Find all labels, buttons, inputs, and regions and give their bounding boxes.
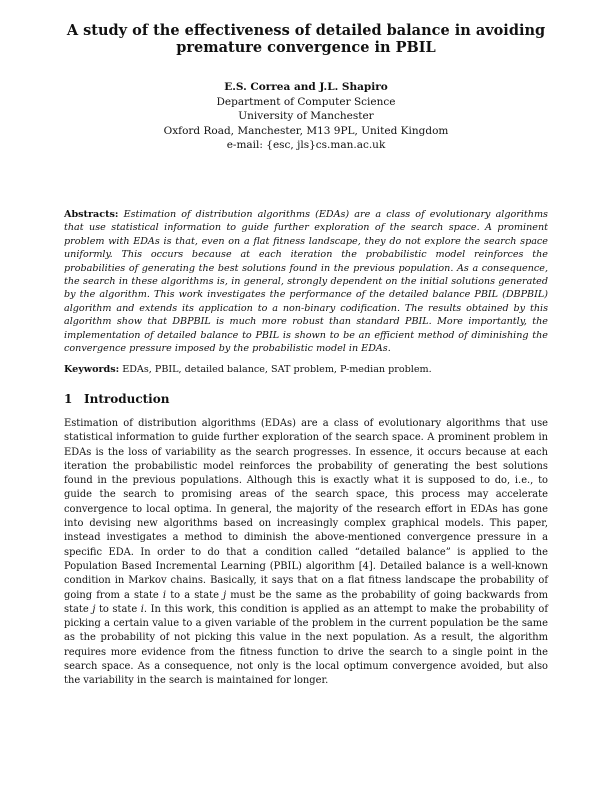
math-var-j: j bbox=[223, 589, 227, 601]
intro-text-1: Estimation of distribution algorithms (EDAs) are a class of evolutionary algorithms that use statistical information to guide further exploration of the search space. A prominent problem in EDAs is the loss of variability as the search progresses. In essence, it occurs because at each iteration the probabilistic model reinforces the probability of generating the best solutions found in the previous populations. Although this is exactly what it is supposed to do, i.e., to guide the search to promising areas of the search space, this process may accelerate convergence to local optima. In general, the majority of the research effort in EDAs has gone into devising new algorithms based on increasingly complex graphical models. This paper, instead investigates a method to diminish the above-mentioned convergence pressure in a specific EDA. In order to do that a condition called “detailed balance” is applied to the Population Based Incremental Learning (PBIL) algorithm [4]. Detailed balance is a well-known condition in Markov chains. Basically, it says that on a flat fitness landscape the probability of going from a state bbox=[64, 418, 548, 601]
intro-text-3: must be the same as the probability of going backwards from state bbox=[64, 589, 548, 615]
math-var-i-2: i bbox=[140, 603, 144, 615]
affiliation-university: University of Manchester bbox=[238, 110, 374, 122]
section-title: Introduction bbox=[84, 392, 170, 406]
abstract-text: Estimation of distribution algorithms (EDAs) are a class of evolutionary algorithms that use statistical information to guide further exploration of the search space. A prominent problem with EDAs is that, even on a flat fitness landscape, they do not explore the search space uniformly. This occurs because at each iteration the probabilistic model reinforces the probabilities of generating the best solutions found in the previous population. As a consequence, the search in these algorithms is, in general, strongly dependent on the initial solutions generated by the algorithm. This work investigates the performance of the detailed balance PBIL (DBPBIL) algorithm and extends its application to a non-binary codification. The results obtained by this algorithm show that DBPBIL is much more robust than standard PBIL. More importantly, the implementation of detailed balance to PBIL is shown to be an efficient method of diminishing the convergence pressure imposed by the probabilistic model in EDAs. bbox=[64, 209, 548, 355]
intro-text-2: to a state bbox=[166, 589, 224, 601]
author-block bbox=[60, 80, 552, 153]
keywords bbox=[64, 363, 548, 376]
section-number: 1 bbox=[64, 392, 73, 406]
keywords-text: EDAs, PBIL, detailed balance, SAT problem, P-median problem. bbox=[122, 364, 432, 375]
author-email: e-mail: {esc, jls}cs.man.ac.uk bbox=[226, 139, 386, 151]
intro-text-4: to state bbox=[95, 603, 141, 615]
paper-title bbox=[60, 22, 552, 56]
abstract bbox=[64, 208, 548, 355]
intro-text-5: . In this work, this condition is applied as an attempt to make the probability of picking a certain value to a given variable of the problem in the current population be the same as the probability of not picking this value in the next population. As a result, the algorithm requires more evidence from the fitness function to drive the search to a single point in the search space. As a consequence, not only is the local optimum convergence avoided, but also the variability in the search is maintained for longer. bbox=[64, 603, 548, 687]
abstract-label: Abstracts: bbox=[64, 209, 119, 220]
math-var-i: i bbox=[162, 589, 167, 601]
author-names: E.S. Correa and J.L. Shapiro bbox=[224, 81, 388, 93]
title-line-2: premature convergence in PBIL bbox=[176, 39, 436, 56]
keywords-label: Keywords: bbox=[64, 364, 120, 375]
affiliation-address: Oxford Road, Manchester, M13 9PL, United Kingdom bbox=[163, 124, 449, 137]
affiliation-department: Department of Computer Science bbox=[216, 95, 396, 108]
title-line-1: A study of the effectiveness of detailed balance in avoiding bbox=[66, 22, 546, 39]
introduction-paragraph bbox=[64, 417, 548, 689]
section-heading-introduction bbox=[64, 392, 548, 406]
math-var-j-2: j bbox=[92, 603, 96, 615]
